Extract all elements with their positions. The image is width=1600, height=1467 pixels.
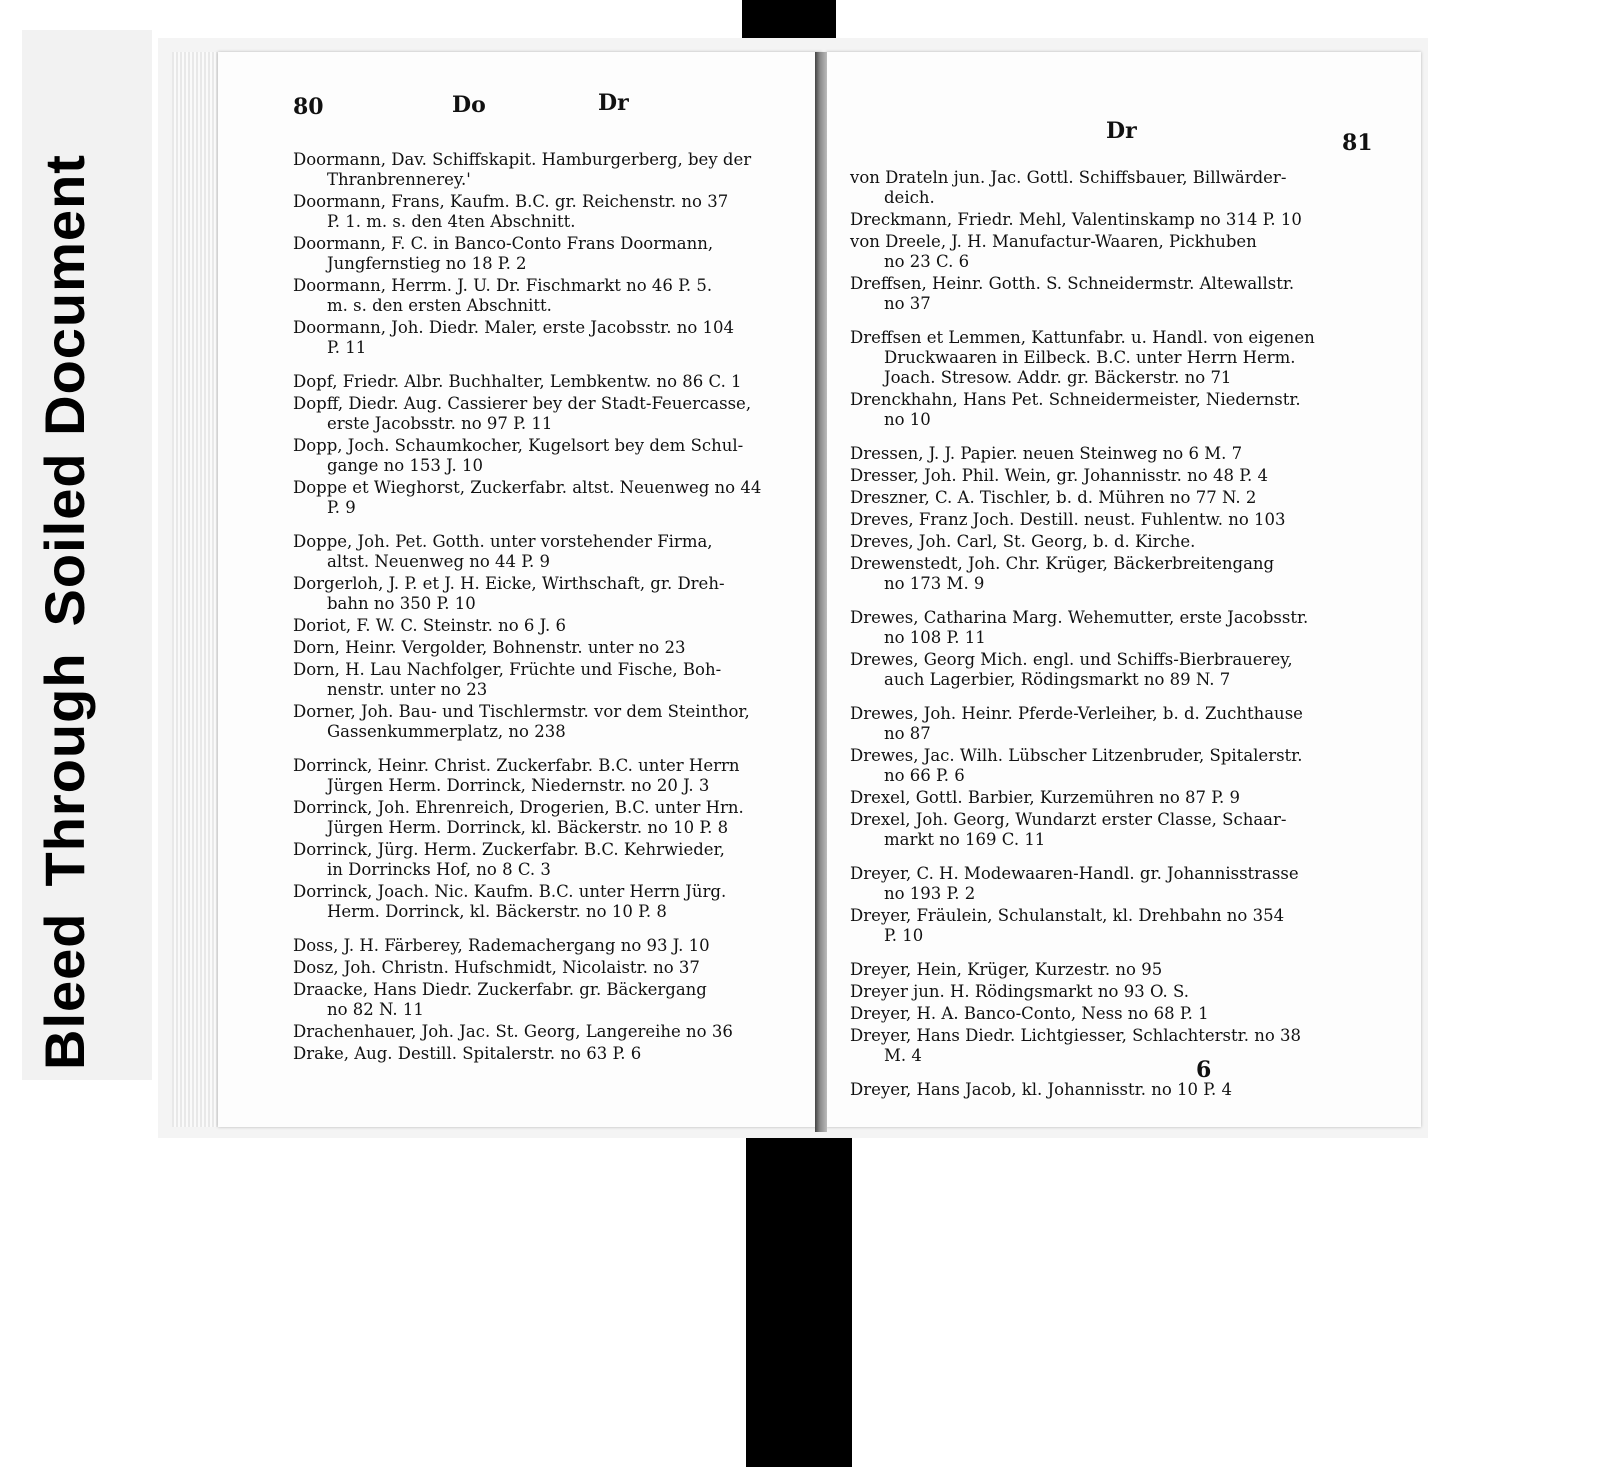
book-spine bbox=[815, 52, 827, 1132]
directory-entry: Dopp, Joch. Schaumkocher, Kugelsort bey dem Schul- gange no 153 J. 10 bbox=[293, 436, 744, 475]
directory-entry: Drewes, Jac. Wilh. Lübscher Litzenbruder, Spitalerstr. no 66 P. 6 bbox=[850, 746, 1303, 785]
directory-entry: Dorn, H. Lau Nachfolger, Früchte und Fische, Boh- nenstr. unter no 23 bbox=[293, 660, 722, 699]
directory-entry: Doppe, Joh. Pet. Gotth. unter vorstehender Firma, altst. Neuenweg no 44 P. 9 bbox=[293, 532, 713, 571]
directory-entry: Dreyer, H. A. Banco-Conto, Ness no 68 P. 1 bbox=[850, 1004, 1209, 1023]
directory-entry: Draacke, Hans Diedr. Zuckerfabr. gr. Bäckergang no 82 N. 11 bbox=[293, 980, 707, 1019]
directory-entry: Dreves, Joh. Carl, St. Georg, b. d. Kirche. bbox=[850, 532, 1196, 551]
directory-entry: Dosz, Joh. Christn. Hufschmidt, Nicolaistr. no 37 bbox=[293, 958, 700, 977]
directory-entry: Drexel, Gottl. Barbier, Kurzemühren no 87 P. 9 bbox=[850, 788, 1241, 807]
side-label-text bbox=[32, 128, 97, 1070]
directory-entry: Dreves, Franz Joch. Destill. neust. Fuhlentw. no 103 bbox=[850, 510, 1286, 529]
directory-entry: Dreyer, Fräulein, Schulanstalt, kl. Drehbahn no 354 P. 10 bbox=[850, 906, 1285, 945]
right-page-number: 81 bbox=[1342, 130, 1373, 156]
directory-entry: Dorn, Heinr. Vergolder, Bohnenstr. unter no 23 bbox=[293, 638, 686, 657]
binding-tape-bottom bbox=[746, 1134, 852, 1467]
directory-entry: Dreyer jun. H. Rödingsmarkt no 93 O. S. bbox=[850, 982, 1189, 1001]
directory-entry: Doormann, Herrm. J. U. Dr. Fischmarkt no 46 P. 5. m. s. den ersten Abschnitt. bbox=[293, 276, 713, 315]
left-entry-list bbox=[293, 150, 798, 1066]
directory-entry: Doormann, Dav. Schiffskapit. Hamburgerberg, bey der Thranbrennerey.' bbox=[293, 150, 752, 189]
left-page-number: 80 bbox=[293, 94, 324, 120]
directory-entry: Dopf, Friedr. Albr. Buchhalter, Lembkentw. no 86 C. 1 bbox=[293, 372, 742, 391]
side-label-strip bbox=[22, 30, 152, 1080]
directory-entry: Doss, J. H. Färberey, Rademachergang no 93 J. 10 bbox=[293, 936, 710, 955]
directory-entry: Dreckmann, Friedr. Mehl, Valentinskamp no 314 P. 10 bbox=[850, 210, 1302, 229]
side-label-word: Bleed bbox=[33, 912, 96, 1070]
directory-entry: Dorgerloh, J. P. et J. H. Eicke, Wirthschaft, gr. Dreh- bahn no 350 P. 10 bbox=[293, 574, 725, 613]
side-label-word: Through bbox=[33, 652, 96, 887]
left-header-do: Do bbox=[452, 92, 486, 118]
directory-entry: Drexel, Joh. Georg, Wundarzt erster Classe, Schaar- markt no 169 C. 11 bbox=[850, 810, 1287, 849]
directory-entry: Drachenhauer, Joh. Jac. St. Georg, Langereihe no 36 bbox=[293, 1022, 733, 1041]
directory-entry: Dreyer, C. H. Modewaaren-Handl. gr. Johannisstrasse no 193 P. 2 bbox=[850, 864, 1299, 903]
left-header-dr: Dr bbox=[598, 90, 629, 116]
side-label-word: Soiled Document bbox=[33, 154, 96, 627]
directory-entry: von Dreele, J. H. Manufactur-Waaren, Pickhuben no 23 C. 6 bbox=[850, 232, 1257, 271]
directory-entry: Dreyer, Hein, Krüger, Kurzestr. no 95 bbox=[850, 960, 1163, 979]
directory-entry: Dorner, Joh. Bau- und Tischlermstr. vor dem Steinthor, Gassenkummerplatz, no 238 bbox=[293, 702, 750, 741]
directory-entry: Dorrinck, Joach. Nic. Kaufm. B.C. unter Herrn Jürg. Herm. Dorrinck, kl. Bäckerstr. no 10 P. 8 bbox=[293, 882, 727, 921]
directory-entry: Dopff, Diedr. Aug. Cassierer bey der Stadt-Feuercasse, erste Jacobsstr. no 97 P. 11 bbox=[293, 394, 752, 433]
directory-entry: Drewes, Catharina Marg. Wehemutter, erste Jacobsstr. no 108 P. 11 bbox=[850, 608, 1309, 647]
directory-entry: Doormann, Frans, Kaufm. B.C. gr. Reichenstr. no 37 P. 1. m. s. den 4ten Abschnitt. bbox=[293, 192, 729, 231]
directory-entry: Doppe et Wieghorst, Zuckerfabr. altst. Neuenweg no 44 P. 9 bbox=[293, 478, 762, 517]
directory-entry: Dorrinck, Jürg. Herm. Zuckerfabr. B.C. Kehrwieder, in Dorrincks Hof, no 8 C. 3 bbox=[293, 840, 725, 879]
directory-entry: Dreyer, Hans Jacob, kl. Johannisstr. no 10 P. 4 bbox=[850, 1080, 1233, 1099]
directory-entry: Doormann, F. C. in Banco-Conto Frans Doormann, Jungfernstieg no 18 P. 2 bbox=[293, 234, 714, 273]
signature-mark: 6 bbox=[1196, 1057, 1212, 1083]
directory-entry: Drake, Aug. Destill. Spitalerstr. no 63 P. 6 bbox=[293, 1044, 642, 1063]
directory-entry: Drewes, Georg Mich. engl. und Schiffs-Bierbrauerey, auch Lagerbier, Rödingsmarkt no 89 N. 7 bbox=[850, 650, 1293, 689]
directory-entry: Drewes, Joh. Heinr. Pferde-Verleiher, b. d. Zuchthause no 87 bbox=[850, 704, 1303, 743]
directory-entry: Dreffsen et Lemmen, Kattunfabr. u. Handl. von eigenen Druckwaaren in Eilbeck. B.C. unter Herrn Herm. Joach. Stresow. Addr. gr. Bäckerstr. no 71 bbox=[850, 328, 1315, 387]
directory-entry: Drewenstedt, Joh. Chr. Krüger, Bäckerbreitengang no 173 M. 9 bbox=[850, 554, 1275, 593]
directory-entry: Dreffsen, Heinr. Gotth. S. Schneidermstr. Altewallstr. no 37 bbox=[850, 274, 1295, 313]
directory-entry: Dorrinck, Heinr. Christ. Zuckerfabr. B.C. unter Herrn Jürgen Herm. Dorrinck, Niedernstr. no 20 J. 3 bbox=[293, 756, 740, 795]
right-entry-list bbox=[850, 168, 1370, 1102]
directory-entry: Doriot, F. W. C. Steinstr. no 6 J. 6 bbox=[293, 616, 566, 635]
directory-entry: Drenckhahn, Hans Pet. Schneidermeister, Niedernstr. no 10 bbox=[850, 390, 1301, 429]
directory-entry: Dreszner, C. A. Tischler, b. d. Mühren no 77 N. 2 bbox=[850, 488, 1257, 507]
directory-entry: Doormann, Joh. Diedr. Maler, erste Jacobsstr. no 104 P. 11 bbox=[293, 318, 734, 357]
directory-entry: Dreyer, Hans Diedr. Lichtgiesser, Schlachterstr. no 38 M. 4 bbox=[850, 1026, 1301, 1065]
directory-entry: Dressen, J. J. Papier. neuen Steinweg no 6 M. 7 bbox=[850, 444, 1243, 463]
right-header-dr: Dr bbox=[1106, 118, 1137, 144]
directory-entry: Dresser, Joh. Phil. Wein, gr. Johannisstr. no 48 P. 4 bbox=[850, 466, 1268, 485]
directory-entry: Dorrinck, Joh. Ehrenreich, Drogerien, B.C. unter Hrn. Jürgen Herm. Dorrinck, kl. Bäckerstr. no 10 P. 8 bbox=[293, 798, 744, 837]
directory-entry: von Drateln jun. Jac. Gottl. Schiffsbauer, Billwärder- deich. bbox=[850, 168, 1287, 207]
page-edges bbox=[172, 52, 218, 1127]
